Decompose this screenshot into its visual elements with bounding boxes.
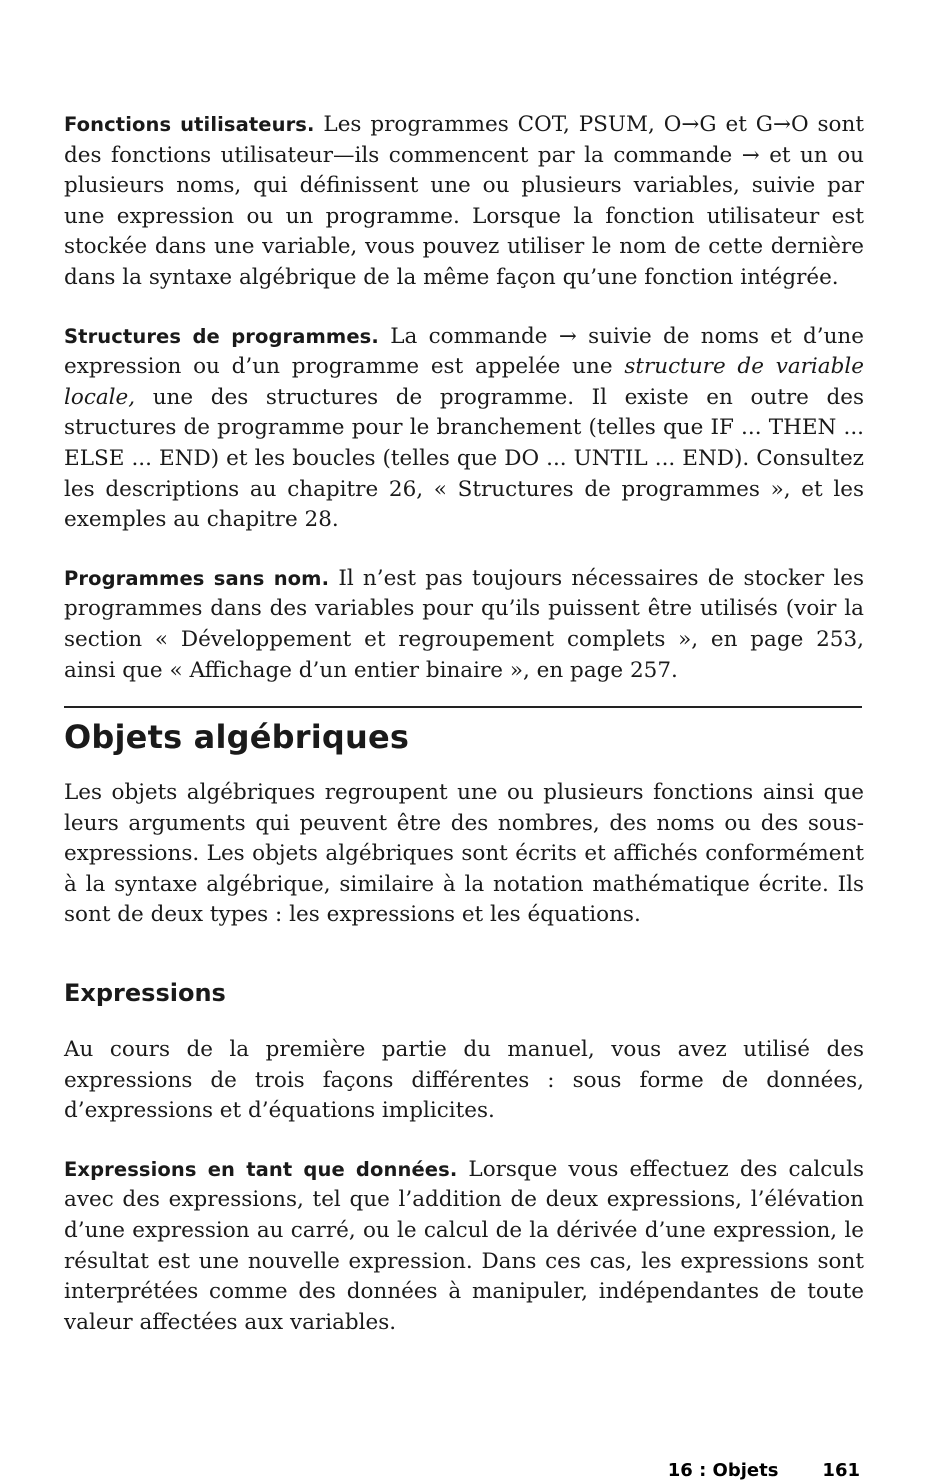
page-number: 161 xyxy=(822,1460,860,1481)
runin-heading: Fonctions utilisateurs. xyxy=(64,113,315,136)
paragraph-program-structures xyxy=(64,322,864,536)
runin-heading: Expressions en tant que données. xyxy=(64,1157,458,1181)
runin-heading: Programmes sans nom. xyxy=(64,566,330,590)
section-heading: Objets algébriques xyxy=(64,718,410,757)
paragraph-text: une des structures de programme. Il existe en outre des structures de programme pour le branchement (telles que IF ... THEN ... ELSE ... END) et les boucles (telles que DO ... UNTIL ... END). Consultez les descriptions au chapitre 26, « Structures de programmes », et les exemples au chapitre 28. xyxy=(64,384,864,533)
section-divider xyxy=(64,706,862,708)
paragraph-unnamed-programs xyxy=(64,564,864,686)
runin-heading: Structures de programmes. xyxy=(64,324,379,348)
page-footer xyxy=(668,1460,860,1481)
paragraph-text: Les programmes COT, PSUM, O→G et G→O sont des fonctions utilisateur—ils commencent par la commande → et un ou plusieurs noms, qui définissent une ou plusieurs variables, suivie par une expression ou un programme. Lorsque la fonction utilisateur est stockée dans une variable, vous pouvez utiliser le nom de cette dernière dans la syntaxe algébrique de la même façon qu’une fonction intégrée. xyxy=(64,112,864,290)
document-page xyxy=(64,110,864,1338)
italic-term: structure de variable locale, xyxy=(64,354,864,410)
paragraph-algebraic-objects: Les objets algébriques regroupent une ou plusieurs fonctions ainsi que leurs arguments qui peuvent être des nombres, des noms ou des sous-expressions. Les objets algébriques sont écrits et affichés conformément à la syntaxe algébrique, similaire à la notation mathématique écrite. Ils sont de deux types : les expressions et les équations. xyxy=(64,780,864,928)
chapter-label: 16 : Objets xyxy=(667,1460,779,1481)
paragraph-expressions-intro: Au cours de la première partie du manuel, vous avez utilisé des expressions de trois façons différentes : sous forme de données, d’expressions et d’équations implicites. xyxy=(64,1037,864,1124)
paragraph-text: Il n’est pas toujours nécessaires de stocker les programmes dans des variables pour qu’ils puissent être utilisés (voir la section « Développement et regroupement complets », en page 253, ainsi que « Affichage d’un entier binaire », en page 257. xyxy=(64,565,864,683)
paragraph-text: La commande → suivie de noms et d’une expression ou d’un programme est appelée une xyxy=(64,323,865,380)
subsection-heading: Expressions xyxy=(64,979,226,1008)
paragraph-text: Lorsque vous effectuez des calculs avec des expressions, tel que l’addition de deux expressions, l’élévation d’une expression au carré, ou le calcul de la dérivée d’une expression, le résultat est une nouvelle expression. Dans ces cas, les expressions sont interprétées comme des données à manipuler, indépendantes de toute valeur affectées aux variables. xyxy=(64,1156,864,1335)
paragraph-expressions-as-data xyxy=(64,1155,864,1339)
paragraph-user-functions xyxy=(64,110,864,294)
